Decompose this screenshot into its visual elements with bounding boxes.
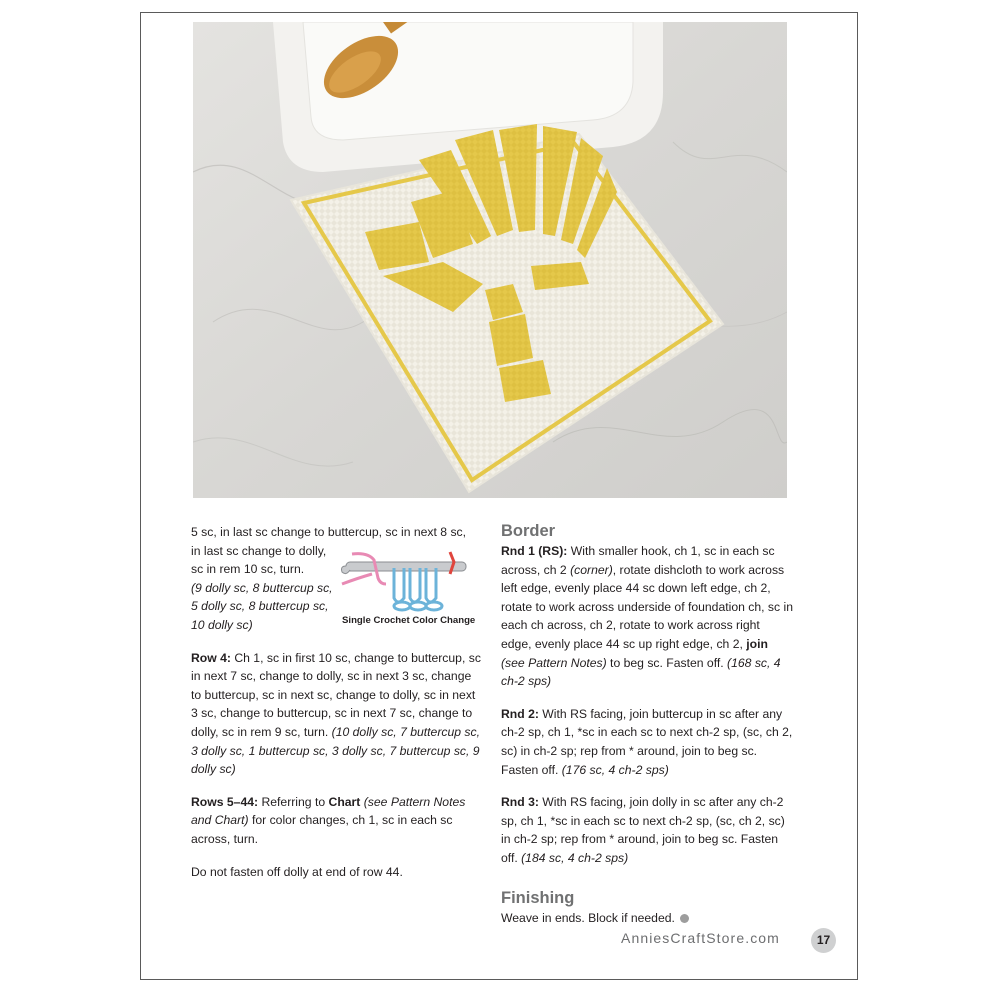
rnd-3-counts: (184 sc, 4 ch-2 sps) bbox=[521, 850, 629, 865]
intro-line-2: in last sc change to dolly, bbox=[191, 543, 327, 558]
footer-url[interactable]: AnniesCraftStore.com bbox=[621, 930, 780, 946]
page-number: 17 bbox=[811, 928, 836, 953]
rnd-2-instructions bbox=[501, 705, 793, 779]
rnd-1-join: join bbox=[746, 636, 768, 651]
row-4-instructions bbox=[191, 649, 481, 779]
intro-line-3: sc in rem 10 sc, turn. bbox=[191, 562, 305, 577]
rows-5-44-instructions bbox=[191, 793, 481, 849]
rnd-2-counts: (176 sc, 4 ch-2 sps) bbox=[561, 762, 669, 777]
rnd-1-instructions bbox=[501, 542, 793, 691]
right-column bbox=[501, 521, 793, 941]
rows-5-44-text-a: Referring to bbox=[258, 794, 329, 809]
diagram-caption: Single Crochet Color Change bbox=[342, 615, 476, 626]
rows-5-44-label: Rows 5–44: bbox=[191, 794, 259, 809]
rnd-3-text: With RS facing, join dolly in sc after any ch-2 sp, ch 1, *sc in each sc to next ch-2 sp, (sc, ch 2, sc) in ch-2 sp; rep from * around, join to beg sc. Fasten off. bbox=[501, 795, 785, 865]
rnd-3-instructions bbox=[501, 793, 793, 867]
finishing-instructions bbox=[501, 909, 793, 928]
intro-line-1: 5 sc, in last sc change to buttercup, sc in next 8 sc, bbox=[191, 525, 467, 539]
rows-5-44-note: (see Pattern Notes and Chart) bbox=[191, 794, 466, 828]
rnd-1-text-c: to beg sc. Fasten off. bbox=[606, 655, 728, 670]
finishing-text: Weave in ends. Block if needed. bbox=[501, 910, 675, 925]
rnd-3-label: Rnd 3: bbox=[501, 795, 539, 810]
finishing-heading: Finishing bbox=[501, 888, 575, 907]
rnd-1-counts: (168 sc, 4 ch-2 sps) bbox=[501, 655, 781, 689]
chart-reference: Chart bbox=[328, 794, 361, 809]
rnd-2-text: With RS facing, join buttercup in sc after any ch-2 sp, ch 1, *sc in each sc to next ch-2 sp, (sc, ch 2, sc) in ch-2 sp; rep from * around, join to beg sc. Fasten off. bbox=[501, 706, 793, 777]
end-bullet-icon bbox=[680, 914, 689, 923]
border-heading: Border bbox=[501, 522, 556, 540]
rnd-1-corner: (corner) bbox=[570, 562, 613, 577]
row-4-label: Row 4: bbox=[191, 650, 231, 665]
shell-dishcloth-photo bbox=[193, 22, 787, 498]
rnd-1-label: Rnd 1 (RS): bbox=[501, 544, 568, 558]
rnd-1-text-a: With smaller hook, ch 1, sc in each sc across, ch 2 bbox=[501, 544, 775, 577]
intro-count-1: (9 dolly sc, 8 buttercup sc, bbox=[191, 580, 333, 595]
row-4-text: Ch 1, sc in first 10 sc, change to buttercup, sc in next 7 sc, change to dolly, sc in next 3 sc, change to buttercup, sc in next sc, change to dolly, sc in next 3 sc, change to buttercup, sc in next 7 sc, change to dolly, sc in rem 9 sc, turn. bbox=[191, 650, 481, 739]
intro-count-3: 10 dolly sc) bbox=[191, 617, 253, 632]
closing-note: Do not fasten off dolly at end of row 44. bbox=[191, 864, 403, 879]
rnd-2-label: Rnd 2: bbox=[501, 706, 539, 721]
rnd-1-text-b: , rotate dishcloth to work across left edge, evenly place 44 sc down left edge, ch 2, rotate to work across underside of foundation ch, sc in each ch across, ch 2, rotate to work across right edge, evenly place 44 sc up right edge, ch 2, bbox=[501, 562, 793, 651]
intro-count-2: 5 dolly sc, 8 buttercup sc, bbox=[191, 599, 329, 614]
row-4-counts: (10 dolly sc, 7 buttercup sc, 3 dolly sc, 1 buttercup sc, 3 dolly sc, 7 buttercup sc, 9 dolly sc) bbox=[191, 724, 481, 777]
rows-5-44-text-b: for color changes, ch 1, sc in each sc across, turn. bbox=[191, 813, 453, 846]
rnd-1-note: (see Pattern Notes) bbox=[501, 655, 607, 670]
